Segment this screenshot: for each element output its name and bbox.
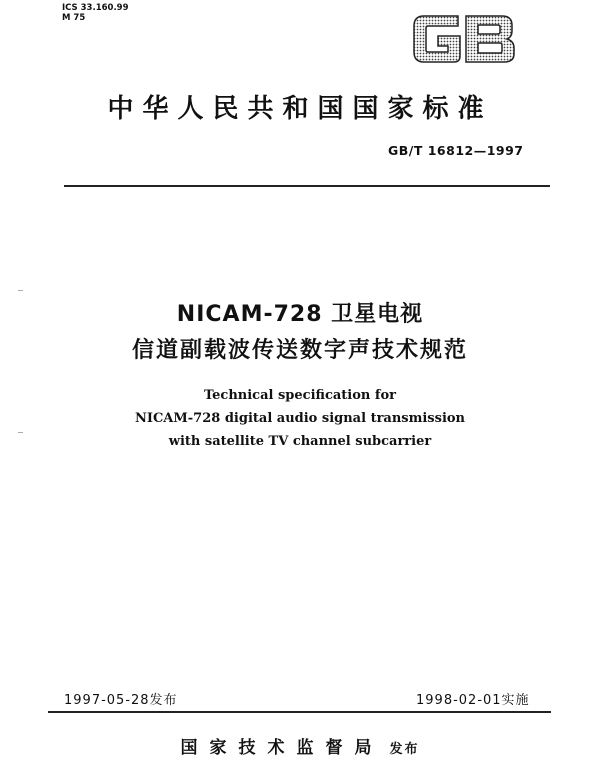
issuer-name: 国家技术监督局 bbox=[180, 738, 384, 758]
document-title-en-line2: NICAM-728 digital audio signal transmission bbox=[134, 411, 466, 426]
classification-codes bbox=[62, 3, 129, 23]
ccs-code: M 75 bbox=[62, 13, 86, 23]
margin-mark bbox=[18, 290, 23, 291]
document-title-en-line3: with satellite TV channel subcarrier bbox=[168, 434, 432, 449]
gb-logo bbox=[410, 10, 518, 68]
document-title-cn-line1: NICAM-728 卫星电视 bbox=[176, 302, 424, 327]
issue-date: 1997-05-28发布 bbox=[64, 693, 178, 708]
document-title-cn-line2: 信道副载波传送数字声技术规范 bbox=[131, 338, 468, 363]
bottom-divider bbox=[48, 711, 551, 713]
ics-code: ICS 33.160.99 bbox=[62, 3, 129, 13]
top-divider bbox=[64, 185, 550, 187]
issuer-action: 发布 bbox=[389, 742, 420, 757]
document-title-en-line1: Technical specification for bbox=[203, 388, 397, 403]
standard-title: 中华人民共和国国家标准 bbox=[107, 94, 493, 124]
issuer-line bbox=[0, 733, 600, 758]
implementation-date: 1998-02-01实施 bbox=[416, 693, 530, 708]
document-title-en bbox=[0, 384, 600, 453]
standard-code: GB/T 16812—1997 bbox=[388, 143, 524, 158]
